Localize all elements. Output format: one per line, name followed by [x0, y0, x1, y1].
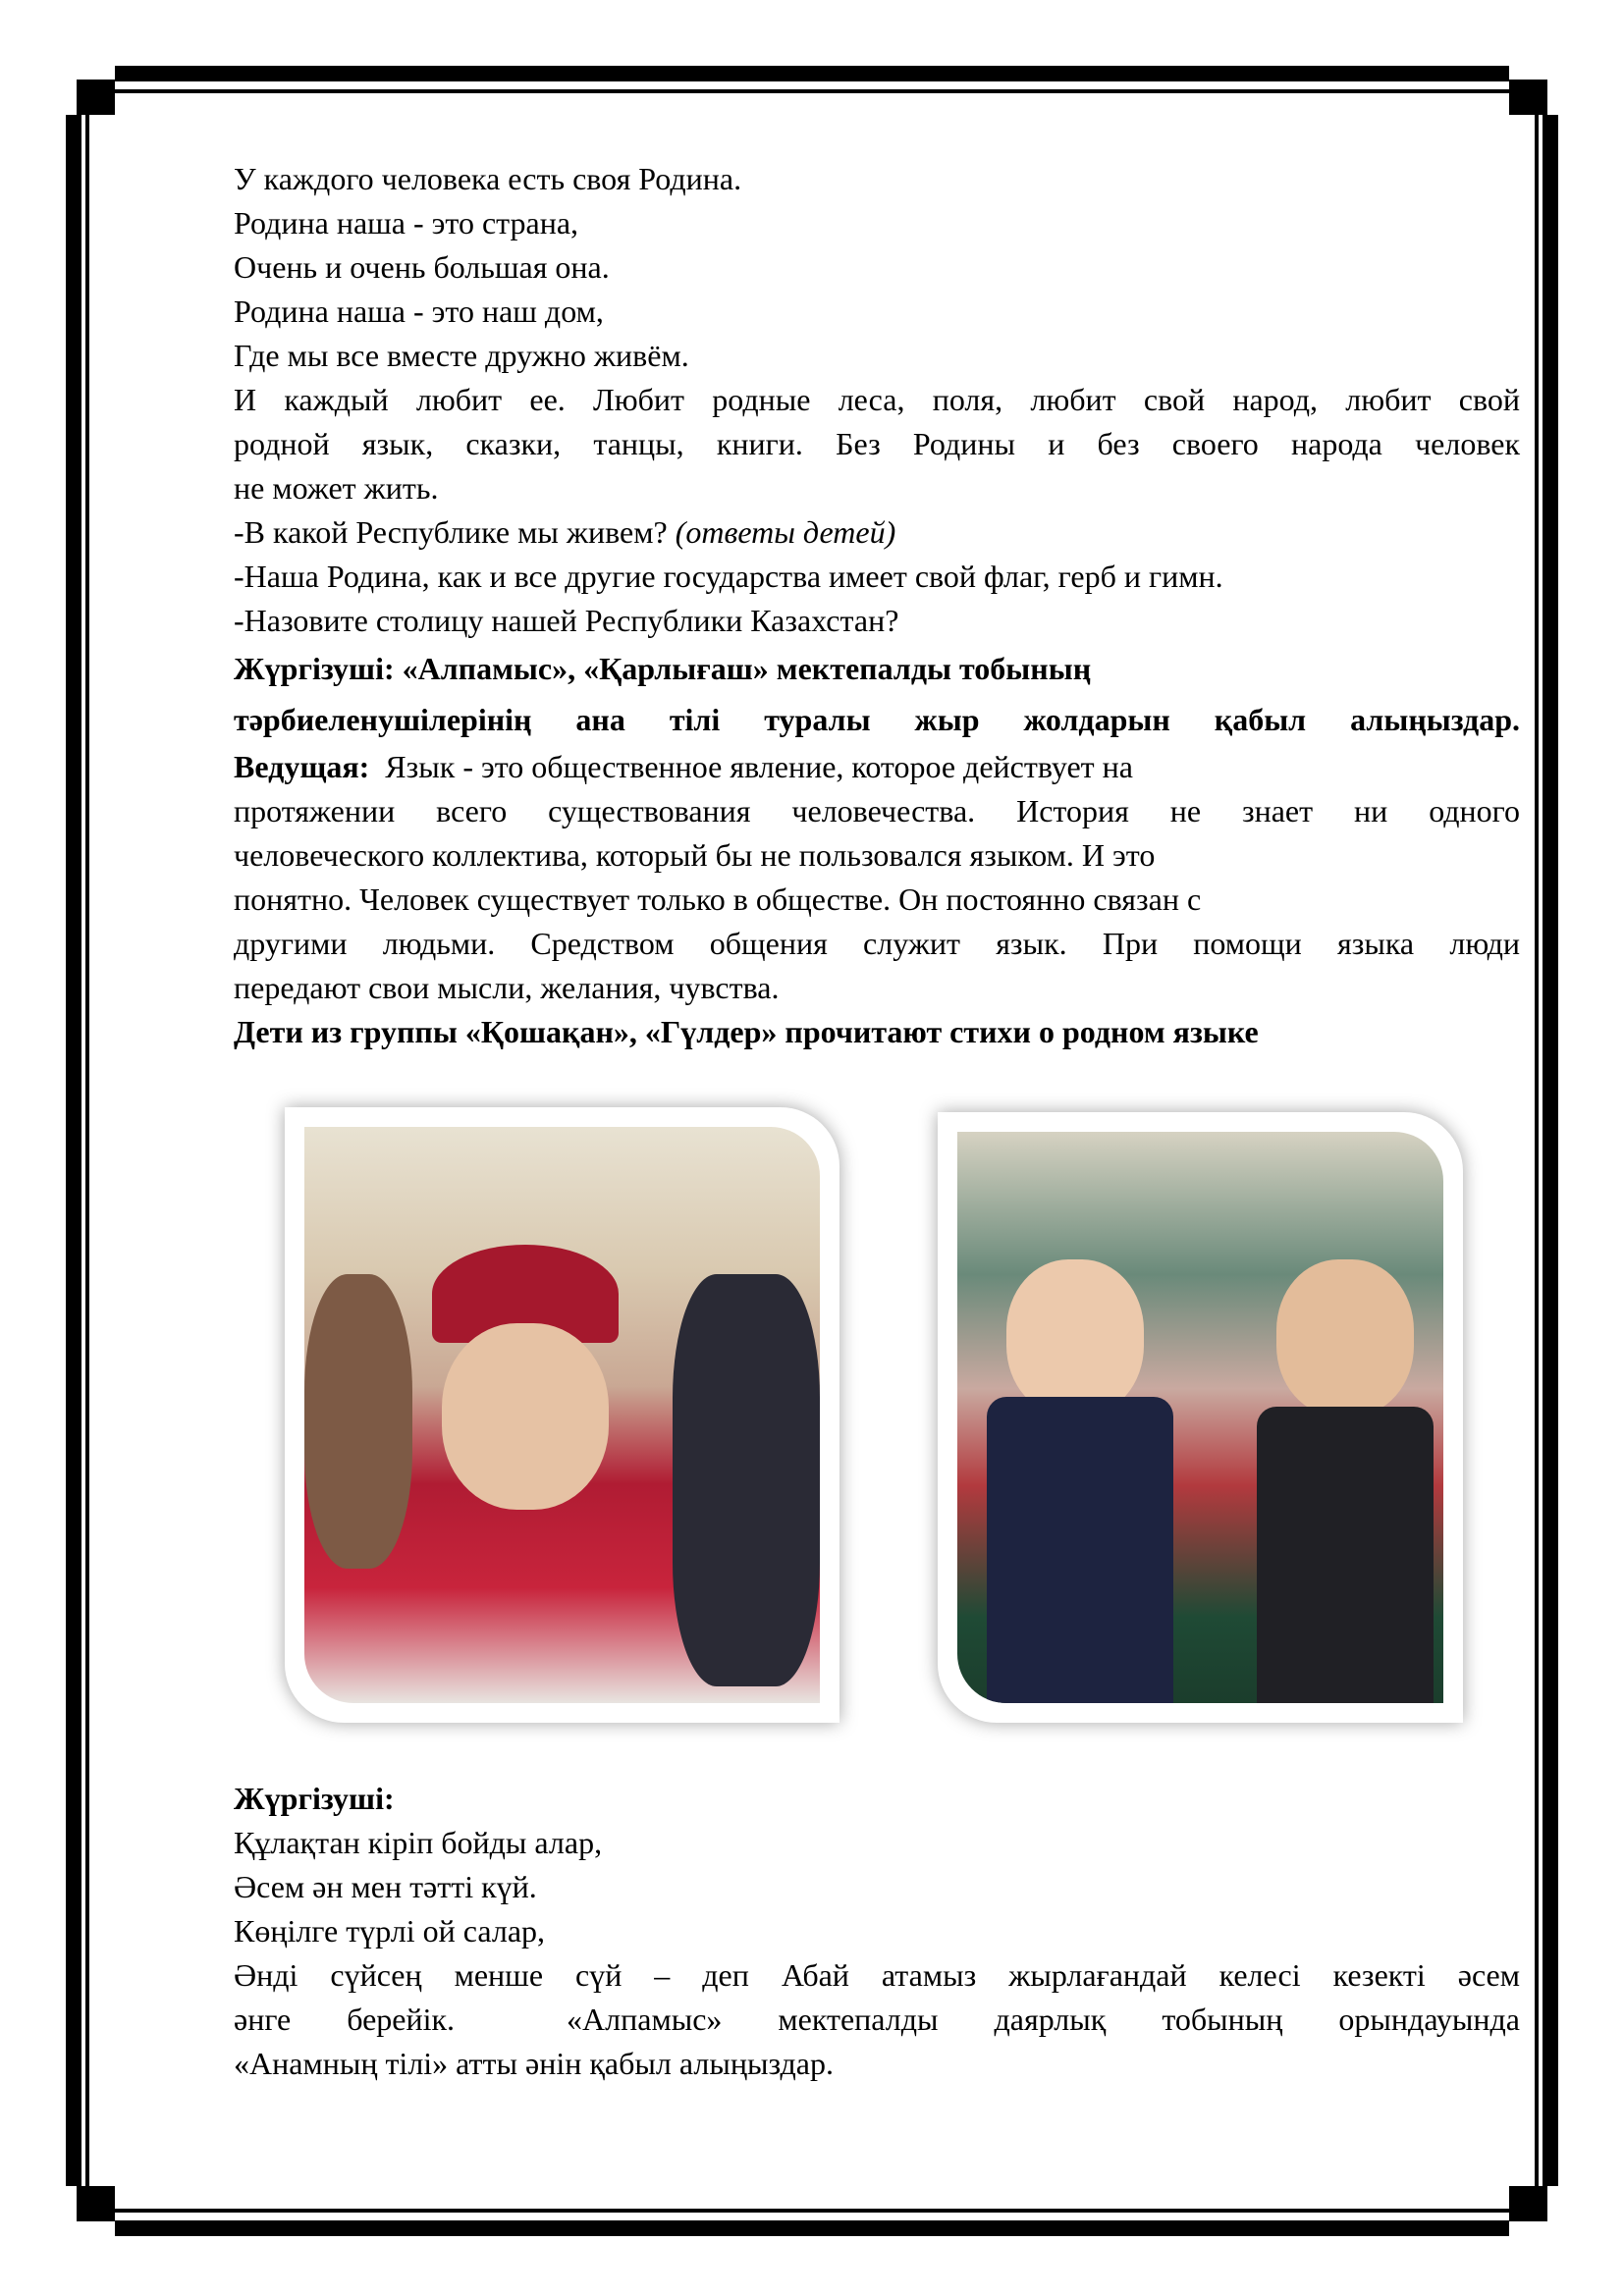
text-line: Әсем ән мен тәтті күй.: [234, 1869, 537, 1904]
photo-boys-with-microphone: [938, 1112, 1463, 1723]
text-line: Родина наша - это наш дом,: [234, 294, 604, 329]
text-line: Әнді сүйсең менше сүй – деп Абай атамыз жырлағандай келесі кезекті әсем: [234, 1957, 1520, 1993]
text-line: Где мы все вместе дружно живём.: [234, 338, 689, 373]
text-line: понятно. Человек существует только в обществе. Он постоянно связан с: [234, 881, 1202, 917]
text-line: И каждый любит ее. Любит родные леса, поля, любит свой народ, любит свой: [234, 382, 1520, 417]
text-line: Очень и очень большая она.: [234, 249, 610, 285]
host-kz-line: тәрбиеленушілерінің ана тілі туралы жыр жолдарын қабыл алыңыздар.: [234, 702, 1520, 737]
text-line: У каждого человека есть своя Родина.: [234, 161, 742, 196]
text-line: передают свои мысли, желания, чувства.: [234, 970, 780, 1005]
host-kz-poem: [234, 1777, 1520, 2086]
text-line: протяжении всего существования человечества. История не знает ни одного: [234, 793, 1520, 828]
text-line: «Анамның тілі» атты әнін қабыл алыңыздар.: [234, 2046, 834, 2081]
text-line: человеческого коллектива, который бы не пользовался языком. И это: [234, 837, 1156, 873]
text-line: Құлақтан кіріп бойды алар,: [234, 1825, 603, 1860]
text-line: не может жить.: [234, 470, 439, 506]
poem-intro: [234, 157, 1520, 1054]
host-kz-label: Жүргізуші:: [234, 1781, 395, 1816]
host-kz-line: Жүргізуші: «Алпамыс», «Қарлығаш» мектепалды тобының: [234, 651, 1092, 686]
text-line: -Назовите столицу нашей Республики Казахстан?: [234, 603, 899, 638]
host-ru-label: Ведущая:: [234, 749, 370, 784]
question-line: [234, 510, 1520, 555]
photo-girl-in-costume: [285, 1107, 839, 1723]
text-line: другими людьми. Средством общения служит язык. При помощи языка люди: [234, 926, 1520, 961]
host-ru-text: Язык - это общественное явление, которое действует на: [369, 749, 1133, 784]
question-note: (ответы детей): [675, 514, 896, 550]
announcement: Дети из группы «Қошақан», «Гүлдер» прочитают стихи о родном языке: [234, 1014, 1259, 1049]
host-ru-line: [234, 745, 1520, 789]
question-text: -В какой Республике мы живем?: [234, 514, 676, 550]
text-line: родной язык, сказки, танцы, книги. Без Родины и без своего народа человек: [234, 426, 1520, 461]
text-line: әнге берейік. «Алпамыс» мектепалды даярлық тобының орындауында: [234, 2002, 1520, 2037]
text-line: -Наша Родина, как и все другие государства имеет свой флаг, герб и гимн.: [234, 559, 1223, 594]
text-line: Родина наша - это страна,: [234, 205, 579, 240]
text-line: Көңілге түрлі ой салар,: [234, 1913, 546, 1949]
